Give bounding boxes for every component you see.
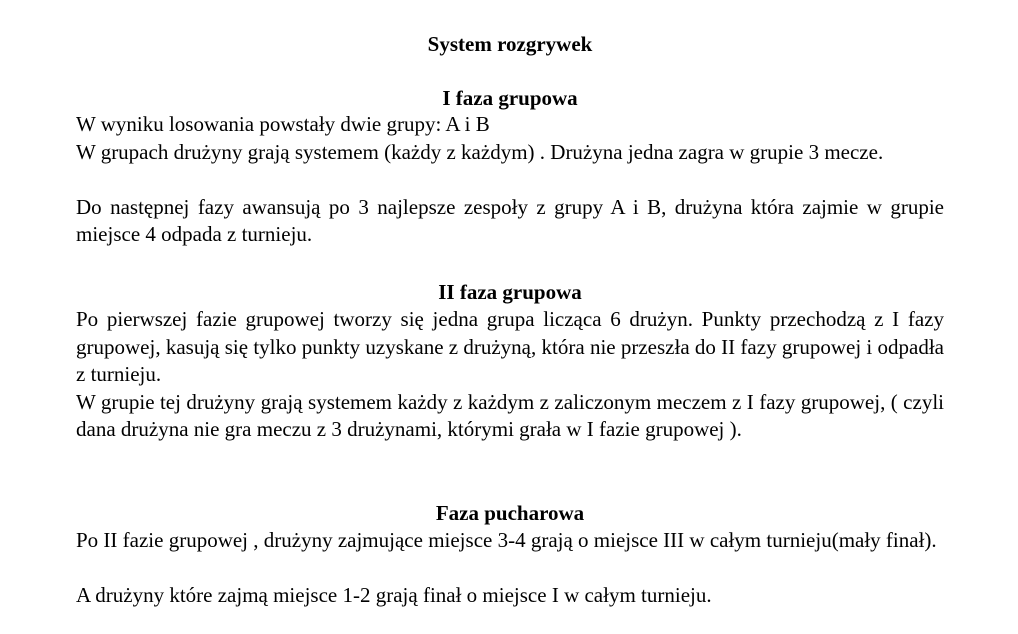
paragraph: A drużyny które zajmą miejsce 1-2 grają finał o miejsce I w całym turnieju.: [76, 583, 712, 607]
paragraph: W grupie tej drużyny grają systemem każdy z każdym z zaliczonym meczem z I fazy grupowej, ( czyli dana drużyna nie gra meczu z 3 drużynami, którymi grała w I fazie grupowej ).: [76, 389, 944, 441]
document-title: System rozgrywek: [427, 32, 593, 56]
paragraph: W wyniku losowania powstały dwie grupy: A i B: [76, 112, 490, 136]
section-heading-phase-2: II faza grupowa: [438, 280, 582, 304]
paragraph: Do następnej fazy awansują po 3 najlepsze zespoły z grupy A i B, drużyna która zajmie w grupie miejsce 4 odpada z turnieju.: [76, 194, 944, 246]
paragraph: W grupach drużyny grają systemem (każdy z każdym) . Drużyna jedna zagra w grupie 3 mecze.: [76, 139, 884, 164]
section-heading-phase-1: I faza grupowa: [442, 86, 578, 110]
paragraph: Po II fazie grupowej , drużyny zajmujące miejsce 3-4 grają o miejsce III w całym turnieju(mały finał).: [76, 528, 937, 552]
section-heading-knockout: Faza pucharowa: [435, 501, 585, 525]
paragraph: Po pierwszej fazie grupowej tworzy się jedna grupa licząca 6 drużyn. Punkty przechodzą z I fazy grupowej, kasują się tylko punkty uzyskane z drużyną, która nie przeszła do II fazy grupowej i odpadła z turnieju.: [76, 307, 944, 386]
